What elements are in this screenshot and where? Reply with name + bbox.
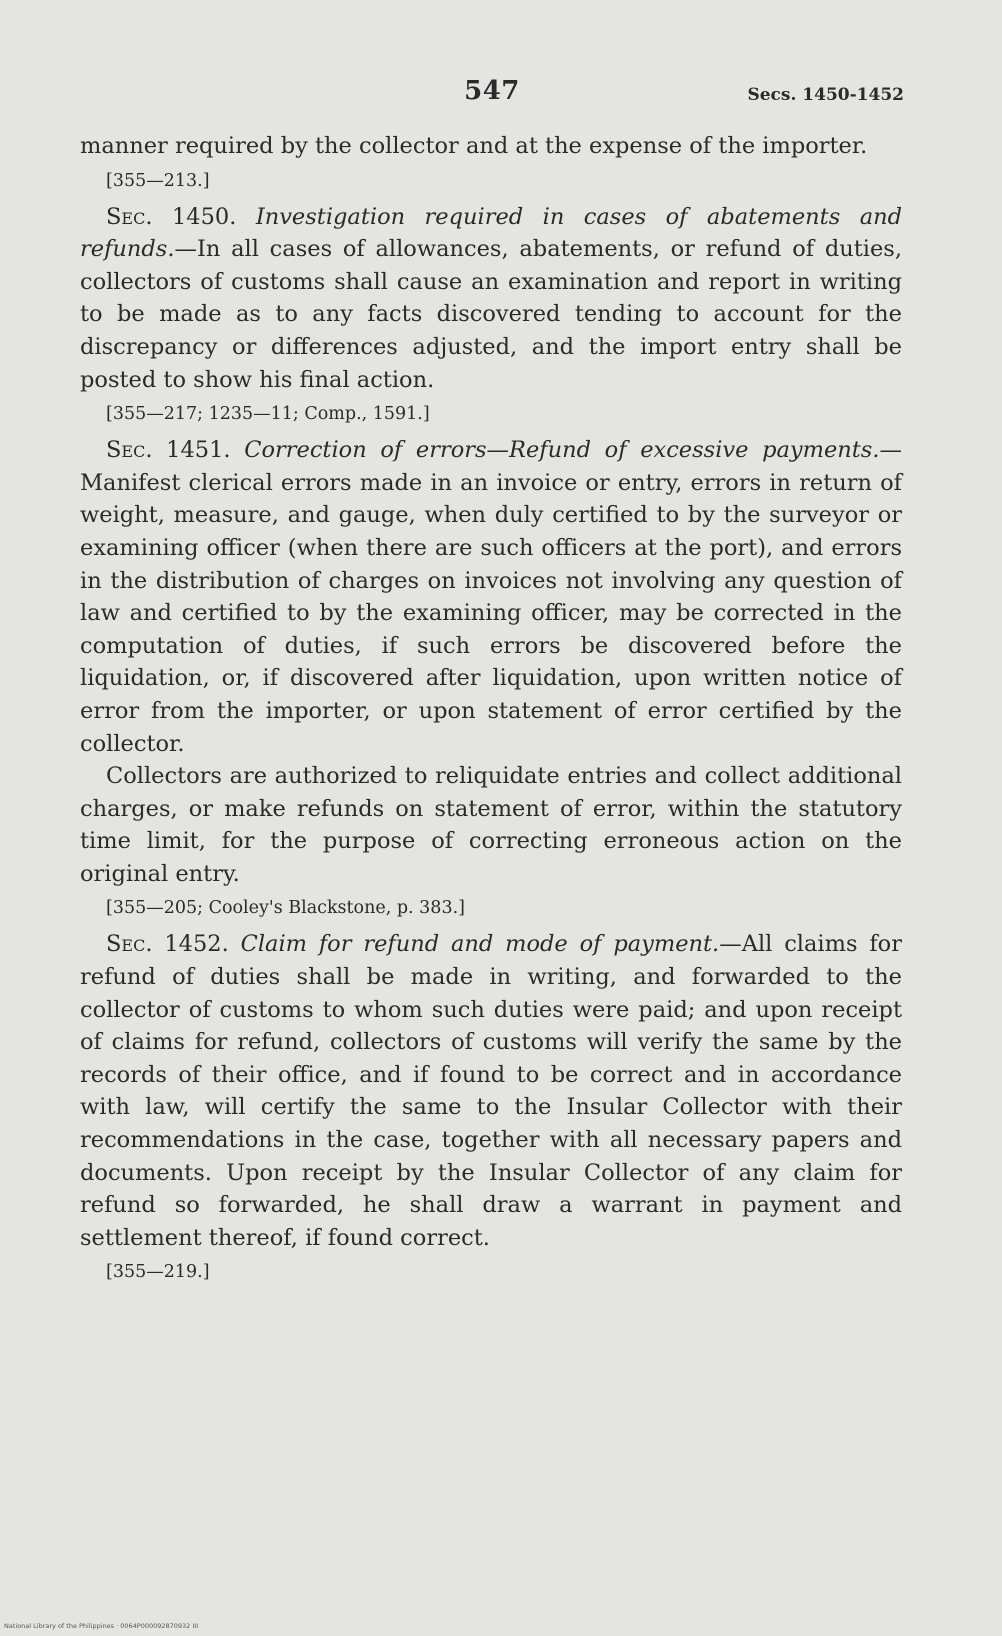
section-number: 1450. [171, 203, 237, 230]
section-number: 1452. [164, 931, 229, 958]
page-number: 547 [464, 76, 520, 106]
section-1450 [80, 201, 902, 397]
section-label: Sec. [106, 931, 153, 958]
running-head: Secs. 1450-1452 [747, 85, 904, 105]
section-title: Investigation required in cases of abatements and refunds. [80, 203, 903, 263]
citation-205: [355—205; Cooley's Blackstone, p. 383.] [106, 898, 465, 919]
section-text: —In all cases of allowances, abatements, or refund of duties, collectors of customs shall cause an examination and report in writing to be made as to any facts discovered tending to account for the discrepancy or differences adjusted, and the import entry shall be posted to show his final action. [80, 236, 902, 393]
section-1451 [80, 434, 902, 760]
section-text: —Manifest clerical errors made in an invoice or entry, errors in return of weight, measure, and gauge, when duly certified to by the surveyor or examining officer (when there are such officers at the port), and errors in the distribution of charges on invoices not involving any question of law and certified to by the examining officer, may be corrected in the computation of duties, if such errors be discovered before the liquidation, or, if discovered after liquidation, upon written notice of error from the importer, or upon statement of error certified by the collector. [80, 437, 902, 757]
section-text: —All claims for refund of duties shall be made in writing, and forwarded to the collector of customs to whom such duties were paid; and upon receipt of claims for refund, collectors of customs will verify the same by the records of their office, and if found to be correct and in accordance with law, will certify the same to the Insular Collector with their recommendations in the case, together with all necessary papers and documents. Upon receipt by the Insular Collector of any claim for refund so forwarded, he shall draw a warrant in payment and settlement thereof, if found correct. [80, 931, 902, 1251]
section-number: 1451. [166, 437, 231, 464]
scan-footer: National Library of the Philippines · 0064P000092870932 III [4, 1622, 199, 1630]
section-1452 [80, 928, 902, 1254]
page-header [80, 76, 904, 116]
section-label: Sec. [106, 203, 153, 230]
citation-213: [355—213.] [106, 170, 210, 191]
continuation-paragraph: manner required by the collector and at the expense of the importer. [80, 133, 868, 159]
citation-217: [355—217; 1235—11; Comp., 1591.] [106, 404, 430, 425]
section-1451-paragraph-2: Collectors are authorized to reliquidate entries and collect additional charges, or make refunds on statement of error, within the statutory time limit, for the purpose of correcting erroneous action on the original entry. [80, 763, 902, 887]
section-title: Claim for refund and mode of payment. [240, 931, 720, 958]
citation-219: [355—219.] [106, 1262, 210, 1283]
section-title: Correction of errors—Refund of excessive payments. [244, 437, 880, 464]
body-text [80, 130, 902, 1292]
section-label: Sec. [106, 437, 153, 464]
